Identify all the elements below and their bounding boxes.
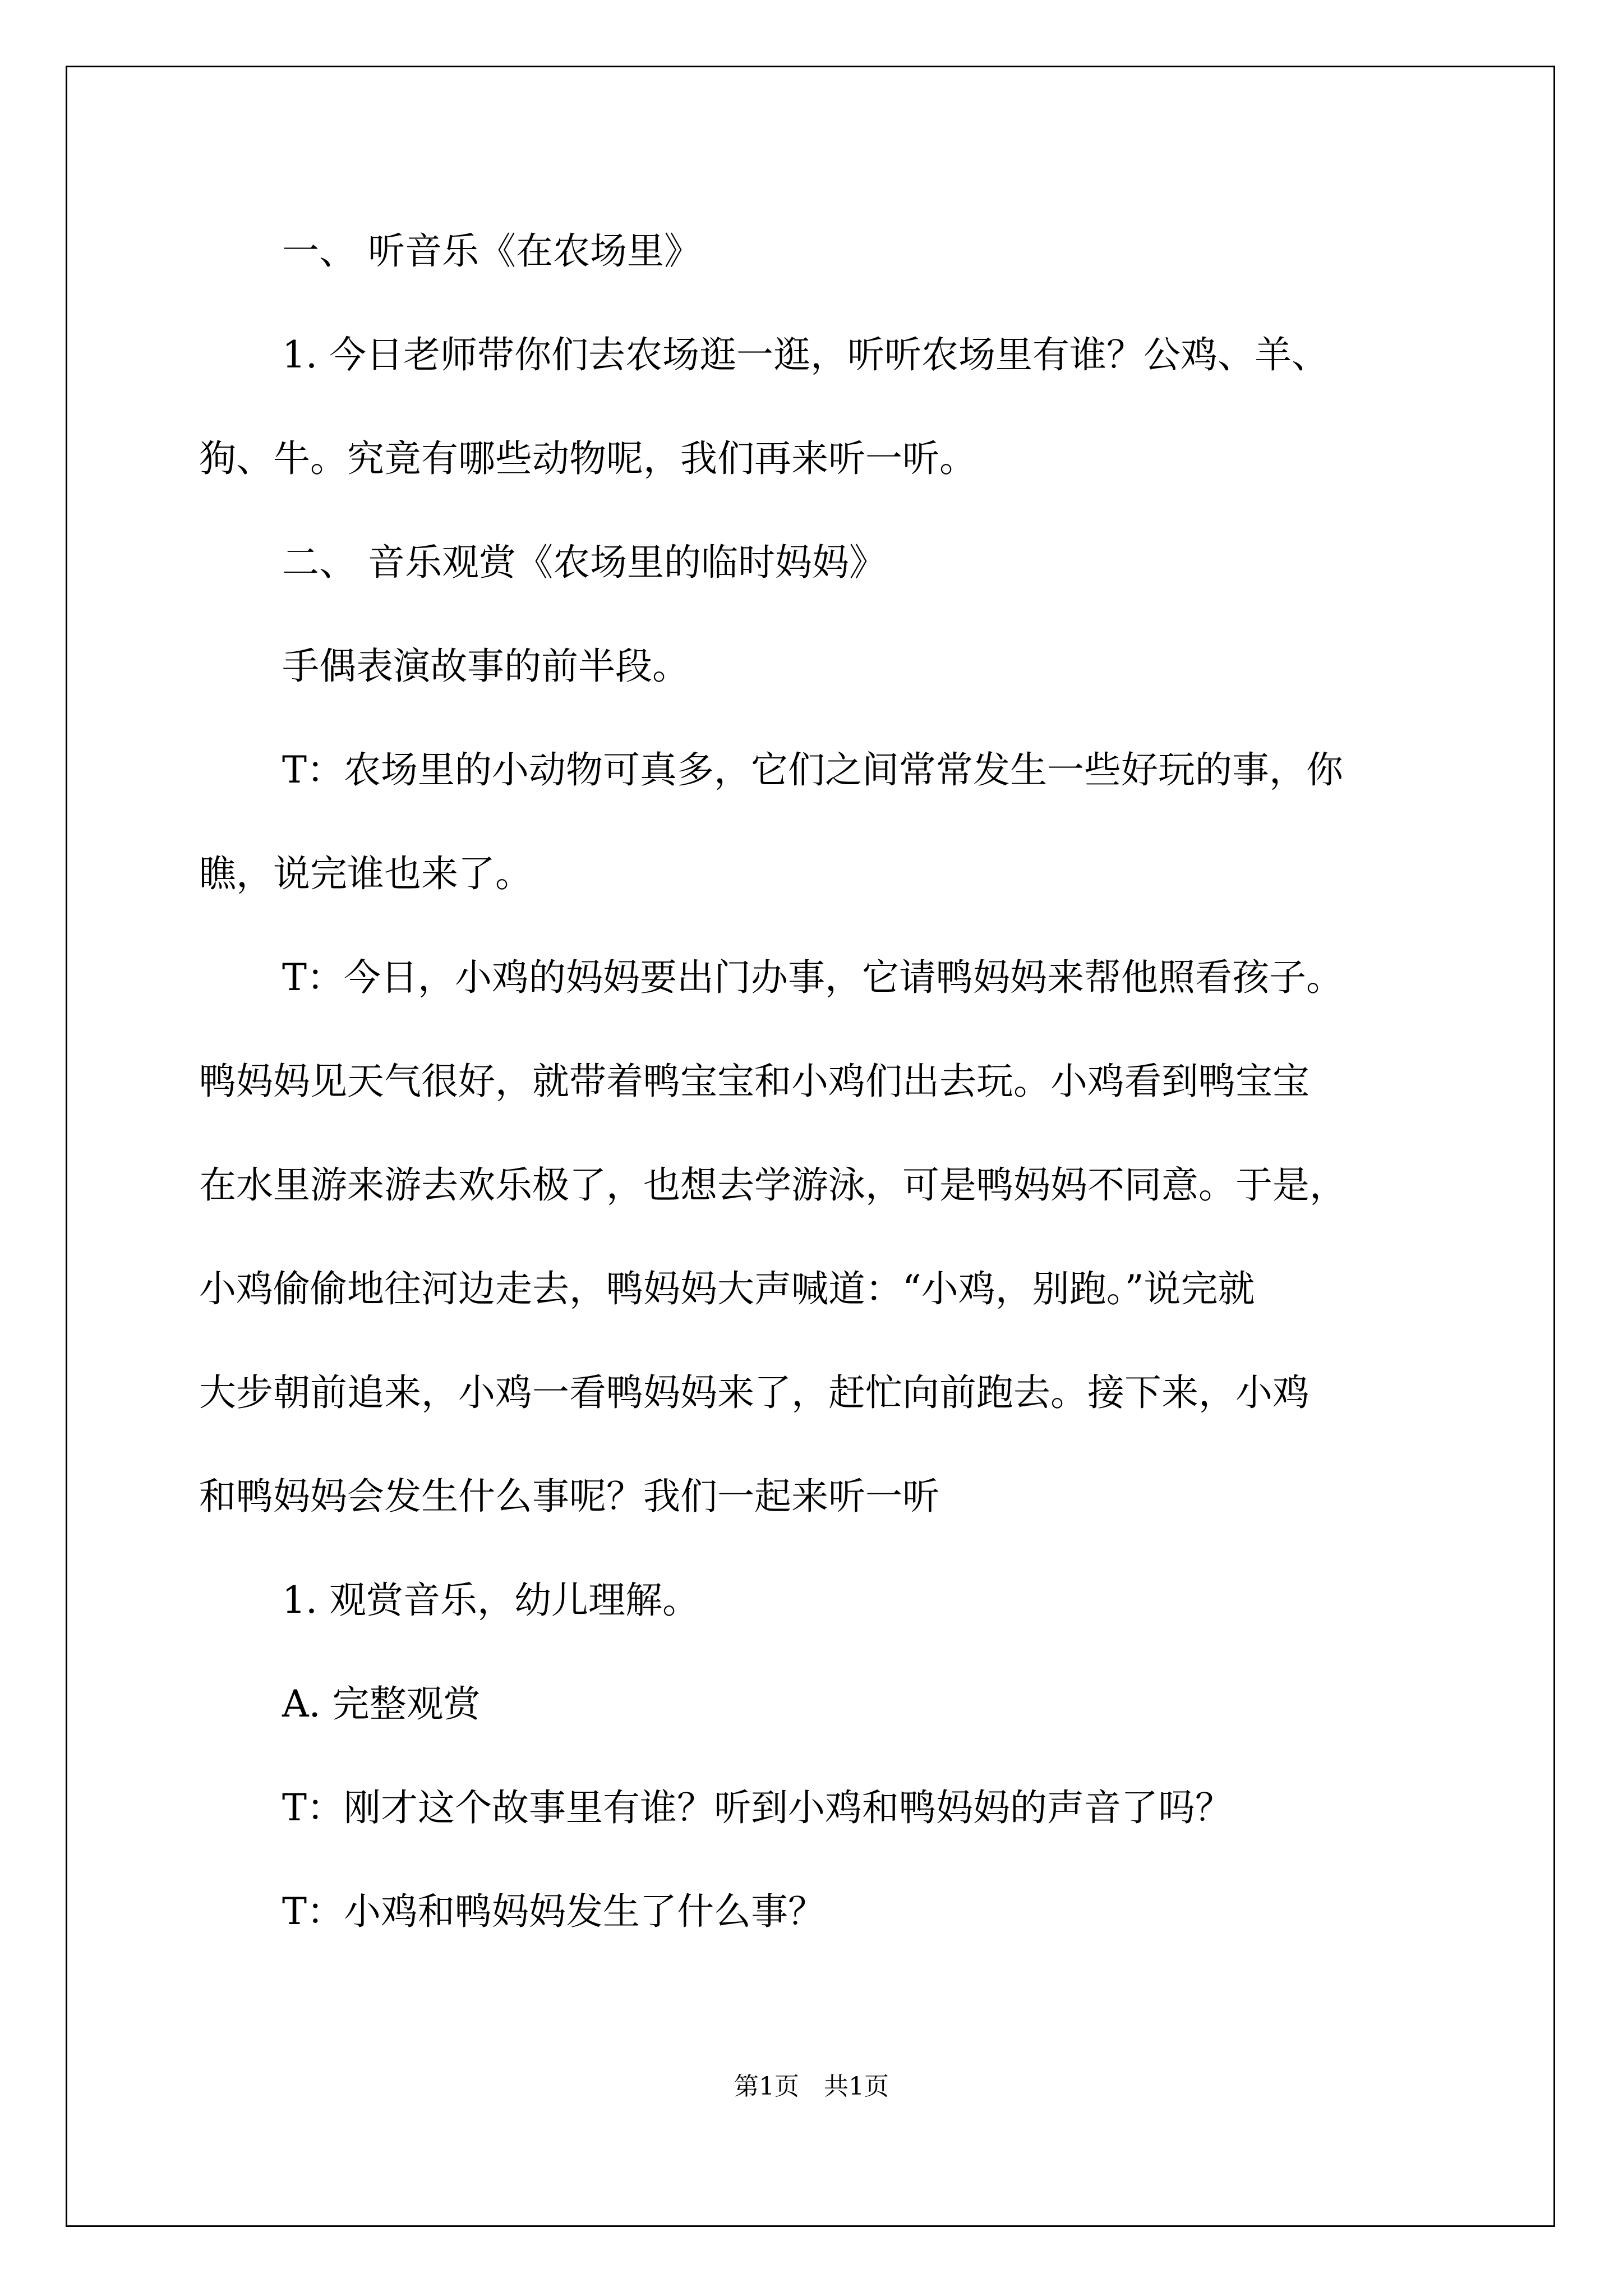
- paragraph-line: 小鸡偷偷地往河边走去，鸭妈妈大声喊道：“小鸡，别跑。”说完就: [199, 1267, 1255, 1310]
- paragraph-line: T：今日，小鸡的妈妈要出门办事，它请鸭妈妈来帮他照看孩子。: [282, 956, 1344, 999]
- paragraph-line: A. 完整观赏: [282, 1682, 481, 1726]
- paragraph-line: 大步朝前追来，小鸡一看鸭妈妈来了，赶忙向前跑去。接下来，小鸡: [199, 1371, 1310, 1414]
- paragraph-line: T：刚才这个故事里有谁？听到小鸡和鸭妈妈的声音了吗？: [282, 1786, 1233, 1829]
- paragraph-line: 手偶表演故事的前半段。: [282, 645, 689, 688]
- paragraph-line: 鸭妈妈见天气很好，就带着鸭宝宝和小鸡们出去玩。小鸡看到鸭宝宝: [199, 1060, 1310, 1103]
- section-heading-2: 二、 音乐观赏《农场里的临时妈妈》: [282, 541, 886, 584]
- paragraph-line: 狗、牛。究竟有哪些动物呢，我们再来听一听。: [199, 437, 976, 480]
- page-number-footer: 第1页 共1页: [734, 2072, 889, 2101]
- paragraph-line: T：小鸡和鸭妈妈发生了什么事？: [282, 1890, 826, 1933]
- paragraph-line: 和鸭妈妈会发生什么事呢？我们一起来听一听: [199, 1475, 939, 1518]
- paragraph-line: 在水里游来游去欢乐极了，也想去学游泳，可是鸭妈妈不同意。于是，: [199, 1163, 1347, 1207]
- paragraph-line: 1. 今日老师带你们去农场逛一逛，听听农场里有谁？公鸡、羊、: [282, 333, 1329, 376]
- paragraph-line: T：农场里的小动物可真多，它们之间常常发生一些好玩的事，你: [282, 748, 1344, 792]
- paragraph-line: 1. 观赏音乐，幼儿理解。: [282, 1579, 699, 1622]
- section-heading-1: 一、 听音乐《在农场里》: [282, 229, 701, 273]
- paragraph-line: 瞧，说完谁也来了。: [199, 852, 532, 895]
